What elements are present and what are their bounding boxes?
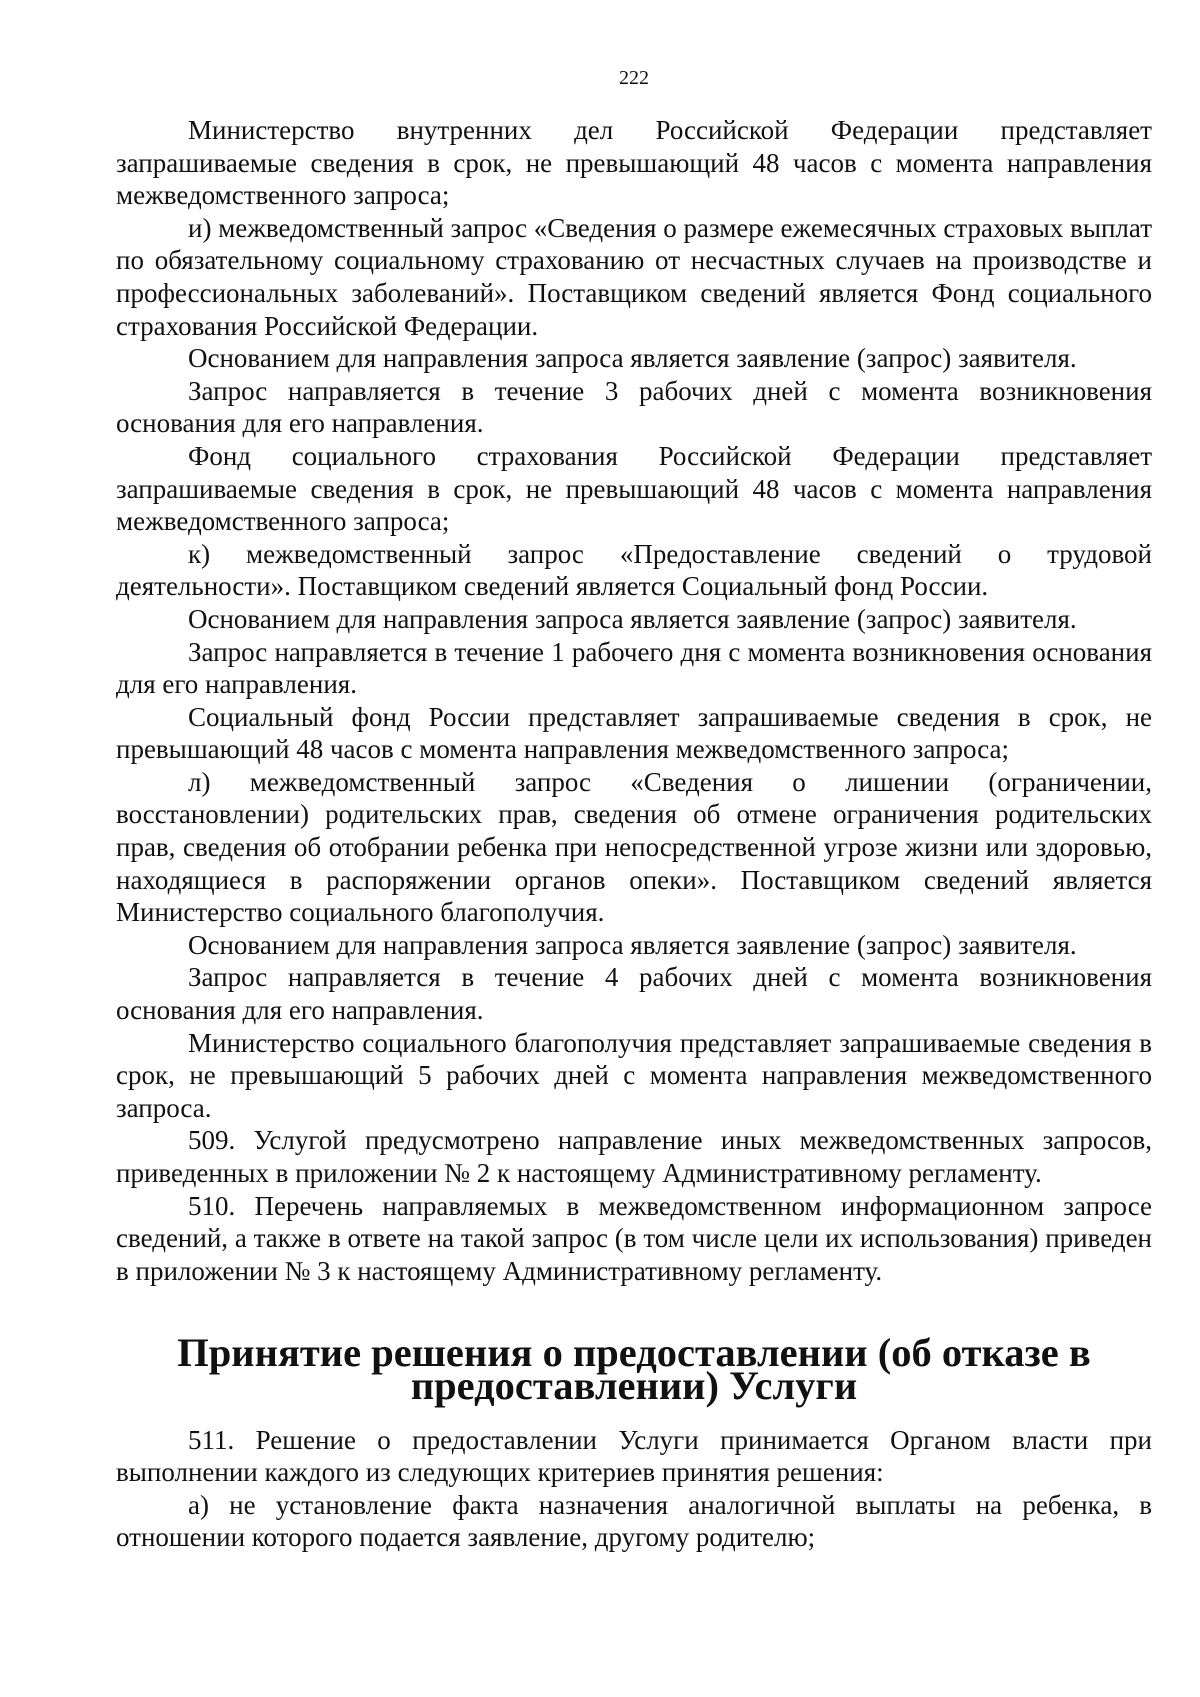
section-heading: Принятие решения о предоставлении (об отказе в предоставлении) Услуги <box>177 1330 1091 1408</box>
paragraph: Основанием для направления запроса является заявление (запрос) заявителя. <box>188 603 1077 634</box>
paragraph: Запрос направляется в течение 1 рабочего дня с момента возникновения основания для его направления. <box>116 636 1152 700</box>
paragraph: Основанием для направления запроса является заявление (запрос) заявителя. <box>188 343 1077 374</box>
paragraph: Министерство внутренних дел Российской Федерации представляет запрашиваемые сведения в срок, не превышающий 48 часов с момента направления межведомственного запроса; <box>116 115 1152 211</box>
paragraph: Фонд социального страхования Российской Федерации представляет запрашиваемые сведения в срок, не превышающий 48 часов с момента направления межведомственного запроса; <box>116 440 1152 537</box>
paragraph: л) межведомственный запрос «Сведения о лишении (ограничении, восстановлении) родительских прав, сведения об отмене ограничения родительских прав, сведения об отобрании ребенка при непосредственной угрозе жизни или здоровью, находящиеся в распоряжении органов опеки». Поставщиком сведений является Министерство социального благополучия. <box>116 766 1152 928</box>
document-page <box>116 66 1152 1554</box>
paragraph: 509. Услугой предусмотрено направление иных межведомственных запросов, приведенных в приложении № 2 к настоящему Административному регламенту. <box>116 1125 1152 1188</box>
paragraph: а) не установление факта назначения аналогичной выплаты на ребенка, в отношении которого подается заявление, другому родителю; <box>116 1489 1152 1553</box>
paragraph: Социальный фонд России представляет запрашиваемые сведения в срок, не превышающий 48 часов с момента направления межведомственного запроса; <box>116 701 1152 765</box>
paragraph: 511. Решение о предоставлении Услуги принимается Органом власти при выполнении каждого из следующих критериев принятия решения: <box>116 1424 1152 1488</box>
paragraph: 510. Перечень направляемых в межведомственном информационном запросе сведений, а также в ответе на такой запрос (в том числе цели их использования) приведен в приложении № 3 к настоящему Административному регламенту. <box>116 1190 1152 1286</box>
paragraph: Запрос направляется в течение 4 рабочих дней с момента возникновения основания для его направления. <box>116 962 1152 1026</box>
page-number: 222 <box>619 67 649 89</box>
paragraph: к) межведомственный запрос «Предоставление сведений о трудовой деятельности». Поставщиком сведений является Социальный фонд России. <box>116 538 1152 602</box>
paragraph: и) межведомственный запрос «Сведения о размере ежемесячных страховых выплат по обязательному социальному страхованию от несчастных случаев на производстве и профессиональных заболеваний». Поставщиком сведений является Фонд социального страхования Российской Федерации. <box>116 212 1152 341</box>
paragraph: Министерство социального благополучия представляет запрашиваемые сведения в срок, не превышающий 5 рабочих дней с момента направления межведомственного запроса. <box>116 1027 1152 1123</box>
paragraph: Запрос направляется в течение 3 рабочих дней с момента возникновения основания для его направления. <box>116 375 1152 439</box>
paragraph: Основанием для направления запроса является заявление (запрос) заявителя. <box>188 929 1077 960</box>
